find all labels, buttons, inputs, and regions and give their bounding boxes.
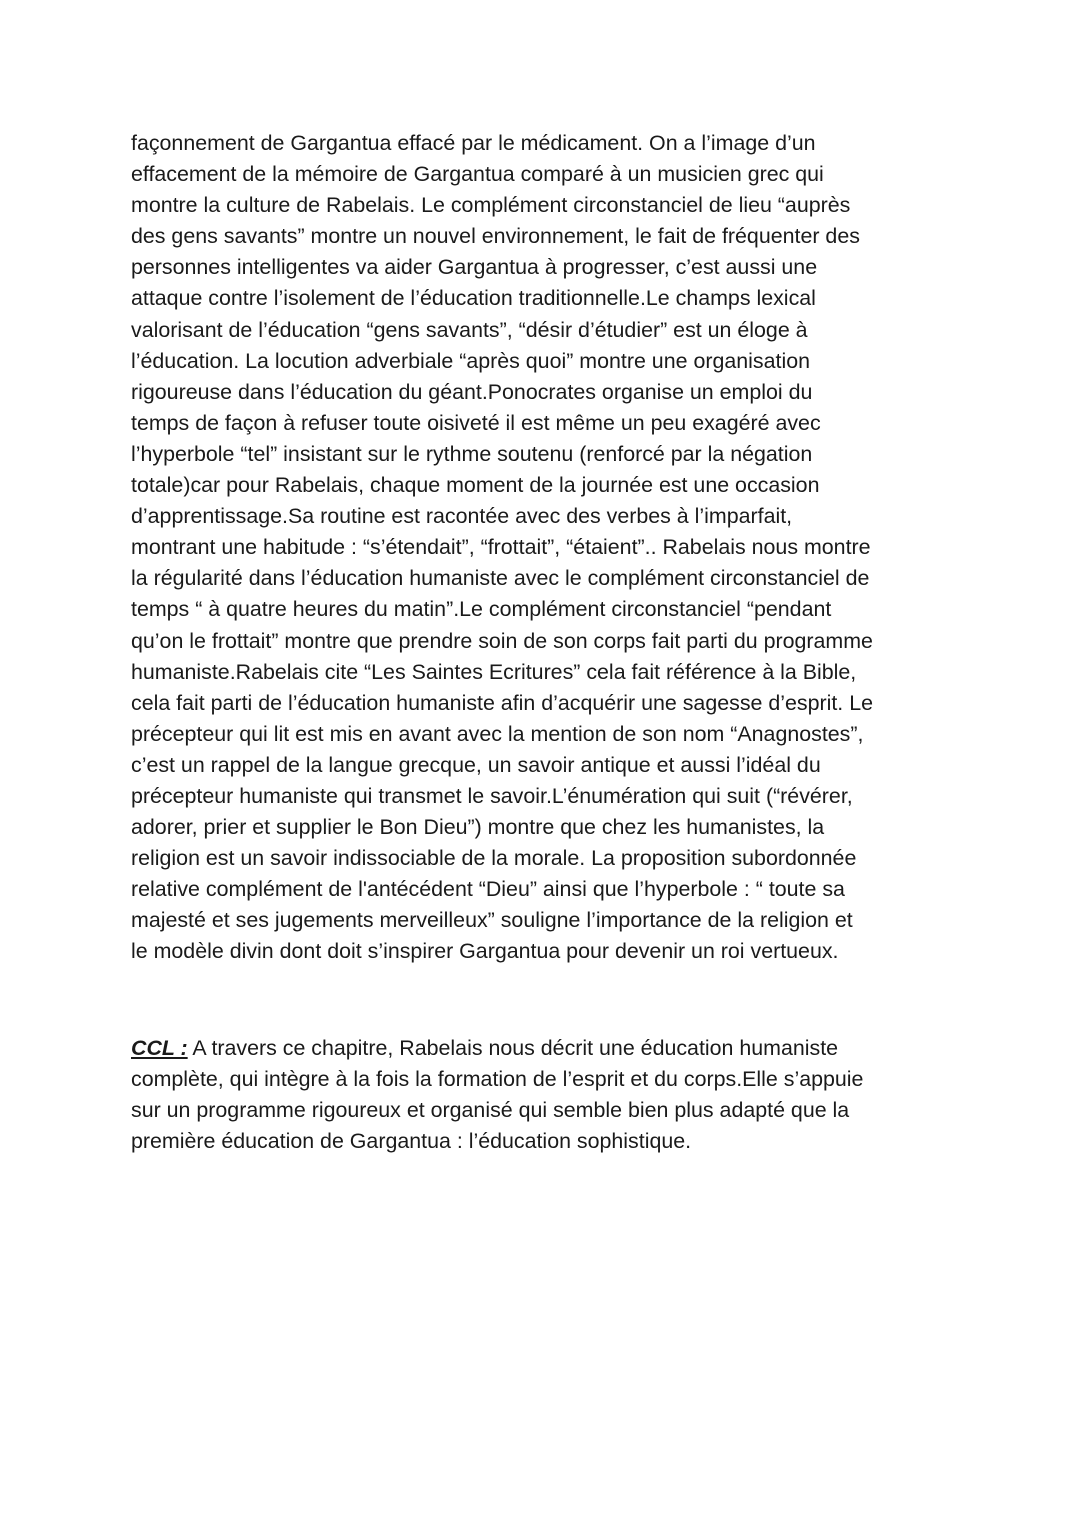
paragraph-line: relative complément de l'antécédent “Dieu” ainsi que l’hyperbole : “ toute sa	[131, 877, 845, 902]
paragraph-line: la régularité dans l’éducation humaniste avec le complément circonstanciel de	[131, 566, 870, 591]
paragraph-line: humaniste.Rabelais cite “Les Saintes Ecritures” cela fait référence à la Bible,	[131, 659, 857, 684]
paragraph-line: totale)car pour Rabelais, chaque moment de la journée est une occasion	[131, 473, 820, 498]
conclusion-line: première éducation de Gargantua : l’éducation sophistique.	[131, 1129, 692, 1154]
analysis-paragraph	[131, 128, 961, 968]
paragraph-line: majesté et ses jugements merveilleux” souligne l’importance de la religion et	[131, 908, 853, 933]
paragraph-line: montre la culture de Rabelais. Le complément circonstanciel de lieu “auprès	[131, 193, 851, 218]
paragraph-line: effacement de la mémoire de Gargantua comparé à un musicien grec qui	[131, 162, 824, 187]
paragraph-line: montrant une habitude : “s’étendait”, “frottait”, “étaient”.. Rabelais nous montre	[131, 535, 871, 560]
paragraph-line: qu’on le frottait” montre que prendre soin de son corps fait parti du programme	[131, 628, 873, 653]
paragraph-line: cela fait parti de l’éducation humaniste afin d’acquérir une sagesse d’esprit. Le	[131, 690, 873, 715]
paragraph-line: précepteur qui lit est mis en avant avec la mention de son nom “Anagnostes”,	[131, 721, 864, 746]
paragraph-line: temps “ à quatre heures du matin”.Le complément circonstanciel “pendant	[131, 597, 832, 622]
paragraph-line: des gens savants” montre un nouvel environnement, le fait de fréquenter des	[131, 224, 860, 249]
paragraph-line: valorisant de l’éducation “gens savants”, “désir d’étudier” est un éloge à	[131, 317, 808, 342]
paragraph-line: religion est un savoir indissociable de la morale. La proposition subordonnée	[131, 846, 857, 871]
paragraph-line: façonnement de Gargantua effacé par le médicament. On a l’image d’un	[131, 131, 816, 155]
conclusion-line: complète, qui intègre à la fois la formation de l’esprit et du corps.Elle s’appuie	[131, 1067, 864, 1092]
paragraph-line: temps de façon à refuser toute oisiveté il est même un peu exagéré avec	[131, 410, 821, 435]
conclusion-first-line	[131, 1033, 961, 1064]
paragraph-line: précepteur humaniste qui transmet le savoir.L’énumération qui suit (“révérer,	[131, 783, 853, 808]
conclusion-first-line-text: A travers ce chapitre, Rabelais nous décrit une éducation humaniste	[187, 1036, 839, 1060]
conclusion-paragraph	[131, 1033, 961, 1157]
paragraph-line: attaque contre l’isolement de l’éducation traditionnelle.Le champs lexical	[131, 286, 816, 311]
paragraph-line: personnes intelligentes va aider Gargantua à progresser, c’est aussi une	[131, 255, 818, 280]
paragraph-line: c’est un rappel de la langue grecque, un savoir antique et aussi l’idéal du	[131, 752, 821, 777]
paragraph-line: d’apprentissage.Sa routine est racontée avec des verbes à l’imparfait,	[131, 504, 793, 529]
paragraph-line: l’éducation. La locution adverbiale “après quoi” montre une organisation	[131, 348, 810, 373]
paragraph-line: le modèle divin dont doit s’inspirer Gargantua pour devenir un roi vertueux.	[131, 939, 839, 964]
conclusion-label: CCL :	[131, 1036, 188, 1060]
paragraph-line: adorer, prier et supplier le Bon Dieu”) montre que chez les humanistes, la	[131, 815, 825, 840]
paragraph-line: rigoureuse dans l’éducation du géant.Ponocrates organise un emploi du	[131, 379, 813, 404]
paragraph-line: l’hyperbole “tel” insistant sur le rythme soutenu (renforcé par la négation	[131, 441, 813, 466]
conclusion-line: sur un programme rigoureux et organisé qui semble bien plus adapté que la	[131, 1098, 850, 1123]
